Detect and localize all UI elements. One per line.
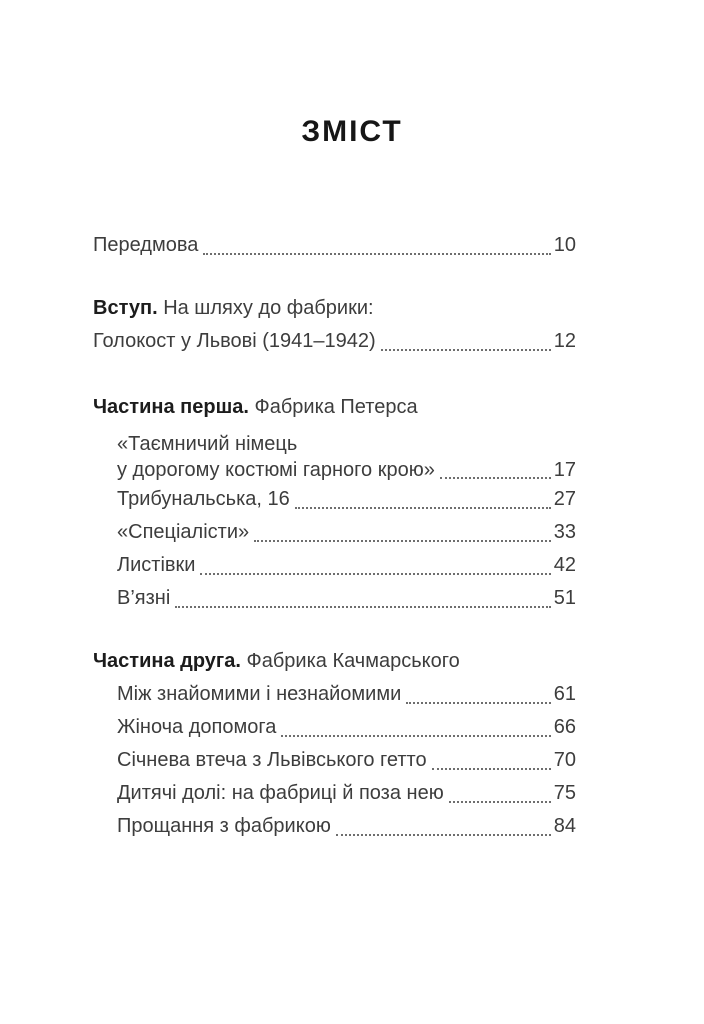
dot-leader (336, 834, 551, 836)
entry-label: В’язні (117, 587, 171, 609)
intro-prefix: Вступ. (93, 297, 158, 319)
intro-heading (93, 292, 576, 325)
page-number: 42 (553, 554, 576, 576)
entry-label: Трибунальська, 16 (117, 488, 290, 510)
entry-label: «Спеціалісти» (117, 521, 250, 543)
toc-entry-chapter (117, 678, 576, 711)
part-2-prefix: Частина друга. (93, 650, 241, 672)
toc-entry-preface (93, 229, 576, 262)
dot-leader (254, 540, 551, 542)
dot-leader (203, 253, 550, 255)
toc-entry-chapter (117, 711, 576, 744)
dot-leader (200, 573, 550, 575)
dot-leader (381, 349, 551, 351)
toc-entry-chapter (117, 516, 576, 549)
intro-line1: На шляху до фабрики: (163, 297, 374, 319)
page-number: 70 (553, 749, 576, 771)
entry-label: Між знайомими і незнайомими (117, 683, 402, 705)
dot-leader (295, 507, 551, 509)
toc-entry-chapter (117, 582, 576, 615)
toc-part-1 (93, 391, 576, 615)
part-2-heading (93, 645, 576, 678)
entry-label: Дитячі долі: на фабриці й поза нею (117, 782, 444, 804)
part-1-heading (93, 391, 576, 424)
toc-content (93, 229, 576, 843)
entry-label-line1: «Таємничий німець (117, 433, 298, 455)
page-number: 61 (553, 683, 576, 705)
page-number: 27 (553, 488, 576, 510)
toc-entry-chapter (117, 777, 576, 810)
page-number: 17 (553, 459, 576, 481)
page-number: 51 (553, 587, 576, 609)
entry-label: Листівки (117, 554, 196, 576)
entry-line2-row (117, 457, 576, 483)
dot-leader (175, 606, 550, 608)
page-number: 12 (553, 330, 576, 352)
toc-part-2 (93, 645, 576, 843)
toc-entry-chapter-wrapped (117, 431, 576, 483)
part-1-title: Фабрика Петерса (254, 396, 418, 418)
page-number: 75 (553, 782, 576, 804)
dot-leader (449, 801, 551, 803)
page-number: 84 (553, 815, 576, 837)
toc-entry-intro (93, 325, 576, 358)
dot-leader (432, 768, 551, 770)
part-2-title: Фабрика Качмарського (246, 650, 460, 672)
entry-label-line2: у дорогому костюмі гарного крою» (117, 459, 435, 481)
toc-title: ЗМІСТ (301, 115, 403, 148)
entry-label: Січнева втеча з Львівського гетто (117, 749, 427, 771)
toc-entry-chapter (117, 483, 576, 516)
toc-entry-chapter (117, 744, 576, 777)
entry-label: Голокост у Львові (1941–1942) (93, 330, 376, 352)
part-1-prefix: Частина перша. (93, 396, 249, 418)
page-number: 33 (553, 521, 576, 543)
dot-leader (406, 702, 550, 704)
toc-entry-chapter (117, 549, 576, 582)
toc-section-intro (93, 292, 576, 358)
entry-label: Прощання з фабрикою (117, 815, 331, 837)
entry-label: Жіноча допомога (117, 716, 277, 738)
toc-entry-chapter (117, 810, 576, 843)
dot-leader (281, 735, 550, 737)
page-number: 66 (553, 716, 576, 738)
entry-label: Передмова (93, 234, 199, 256)
dot-leader (440, 477, 551, 479)
page-number: 10 (553, 234, 576, 256)
